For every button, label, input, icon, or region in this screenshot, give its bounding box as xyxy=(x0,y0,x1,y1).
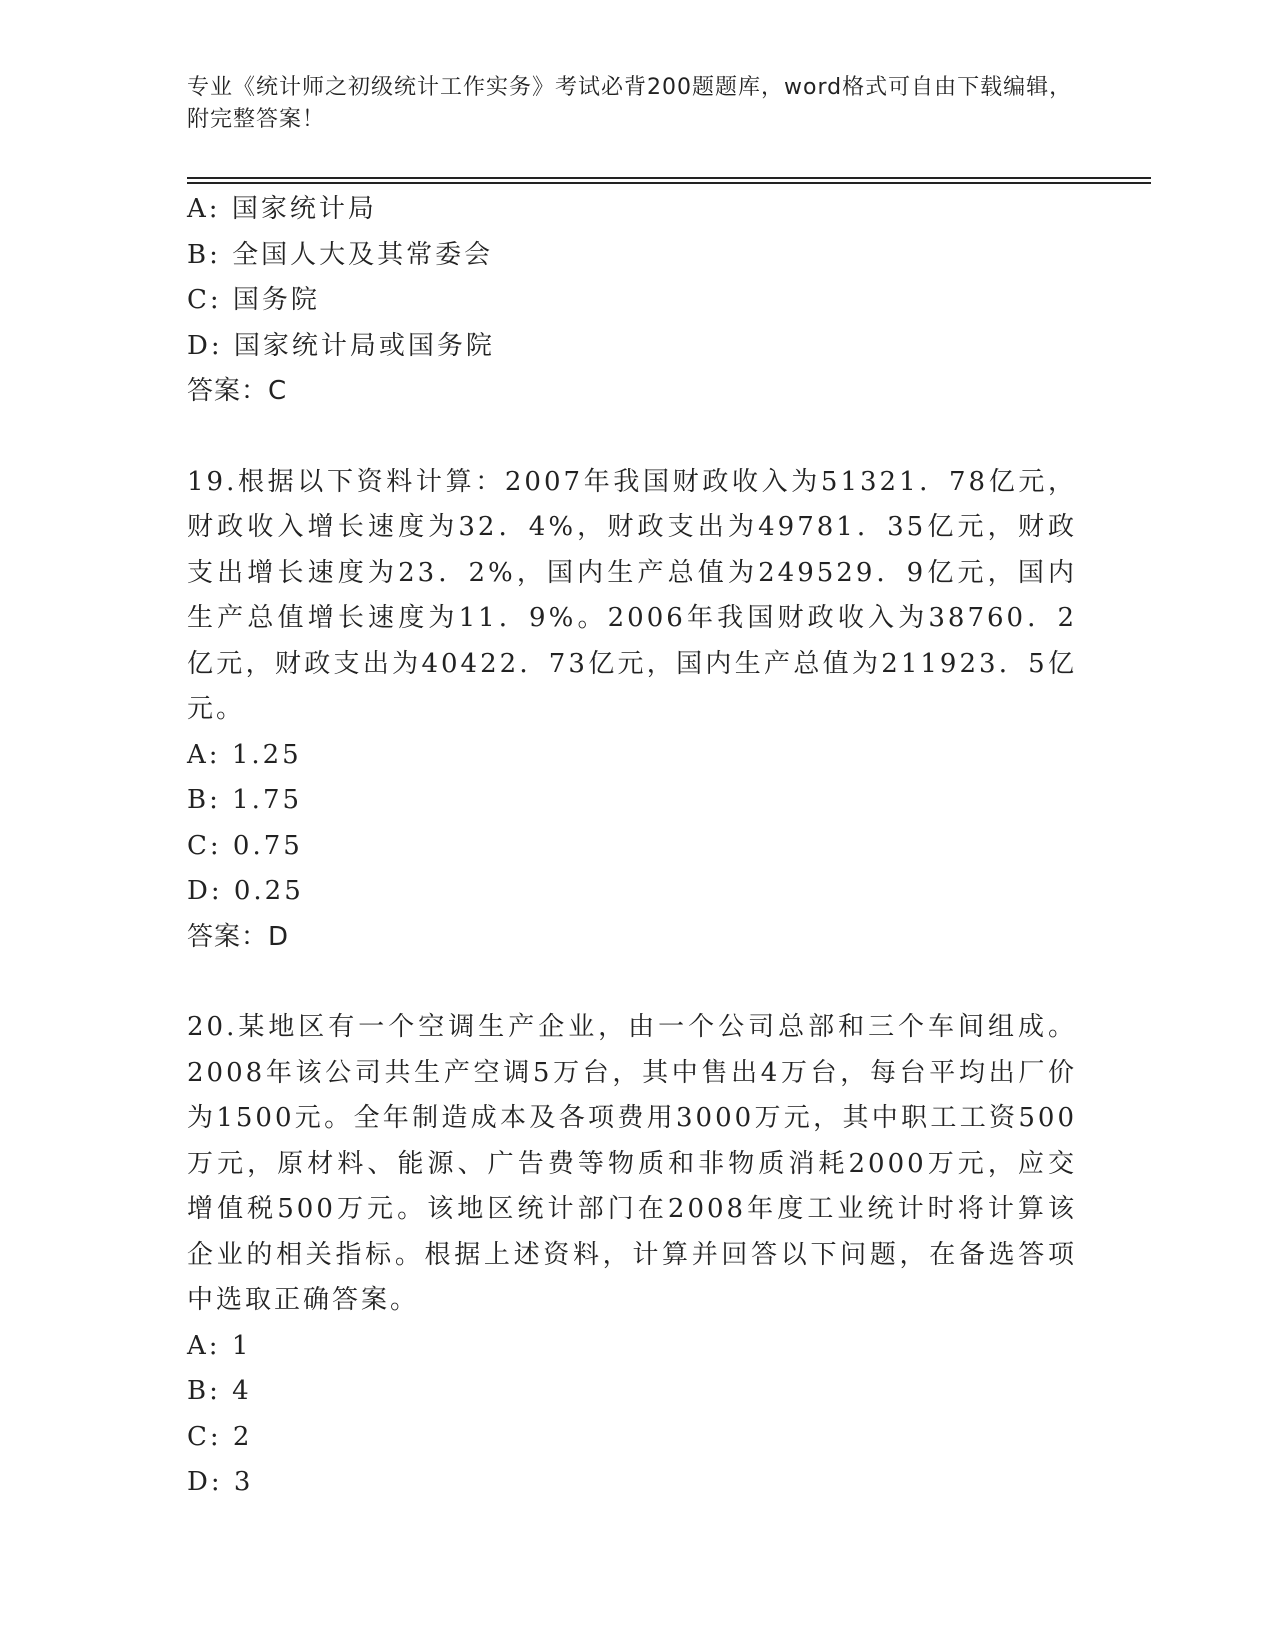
option-label: D: xyxy=(187,1467,223,1497)
option-label: C: xyxy=(187,830,222,861)
option-text: 4 xyxy=(232,1376,252,1406)
option-text: 1 xyxy=(231,1330,252,1361)
option-label: A: xyxy=(187,194,221,224)
question-19 xyxy=(187,460,1087,961)
document-body xyxy=(187,187,1087,1506)
option-label: B: xyxy=(187,1376,221,1406)
option-text: 国家统计局或国务院 xyxy=(233,330,495,361)
option-c xyxy=(187,278,1087,324)
option-c xyxy=(187,1415,1087,1461)
option-text: 0.25 xyxy=(233,876,304,906)
option-a xyxy=(187,733,1087,779)
option-text: 全国人大及其常委会 xyxy=(232,239,494,270)
answer: 答案：D xyxy=(187,921,290,952)
option-label: B: xyxy=(187,239,221,270)
question-text: 19.根据以下资料计算：2007年我国财政收入为51321．78亿元，财政收入增长速度为32．4%，财政支出为49781．35亿元，财政支出增长速度为23．2%，国内生产总值为249529．9亿元，国内生产总值增长速度为11．9%。2006年我国财政收入为38760．2亿元，财政支出为40422．73亿元，国内生产总值为211923．5亿元。 xyxy=(187,466,1077,724)
question-18 xyxy=(187,187,1087,415)
option-label: A: xyxy=(187,1330,221,1361)
option-b xyxy=(187,1369,1087,1415)
option-d xyxy=(187,869,1087,915)
option-text: 2 xyxy=(232,1421,253,1452)
option-label: C: xyxy=(187,1421,222,1452)
question-text: 20.某地区有一个空调生产企业，由一个公司总部和三个车间组成。2008年该公司共生产空调5万台，其中售出4万台，每台平均出厂价为1500元。全年制造成本及各项费用3000万元，其中职工工资500万元，原材料、能源、广告费等物质和非物质消耗2000万元，应交增值税500万元。该地区统计部门在2008年度工业统计时将计算该企业的相关指标。根据上述资料，计算并回答以下问题，在备选答项中选取正确答案。 xyxy=(187,1012,1077,1315)
document-header: 专业《统计师之初级统计工作实务》考试必背200题题库，word格式可自由下载编辑，附完整答案！ xyxy=(187,75,1073,132)
option-label: C: xyxy=(187,285,222,315)
option-text: 1.75 xyxy=(232,785,303,815)
option-text: 0.75 xyxy=(232,830,303,861)
option-d xyxy=(187,1460,1087,1506)
header-divider-bottom xyxy=(187,182,1151,184)
option-label: B: xyxy=(187,785,221,815)
option-b xyxy=(187,233,1087,279)
option-text: 1.25 xyxy=(231,739,302,770)
option-label: D: xyxy=(187,876,223,906)
option-c xyxy=(187,824,1087,870)
option-label: A: xyxy=(187,739,221,770)
option-text: 3 xyxy=(233,1467,254,1497)
option-text: 国务院 xyxy=(232,285,320,315)
option-d xyxy=(187,324,1087,370)
option-text: 国家统计局 xyxy=(231,194,377,224)
question-20 xyxy=(187,1005,1087,1506)
option-b xyxy=(187,778,1087,824)
option-label: D: xyxy=(187,330,223,361)
header-divider-top xyxy=(187,177,1151,179)
spacer xyxy=(187,415,1087,460)
spacer xyxy=(187,960,1087,1005)
option-a xyxy=(187,187,1087,233)
option-a xyxy=(187,1324,1087,1370)
answer: 答案：C xyxy=(187,376,288,406)
